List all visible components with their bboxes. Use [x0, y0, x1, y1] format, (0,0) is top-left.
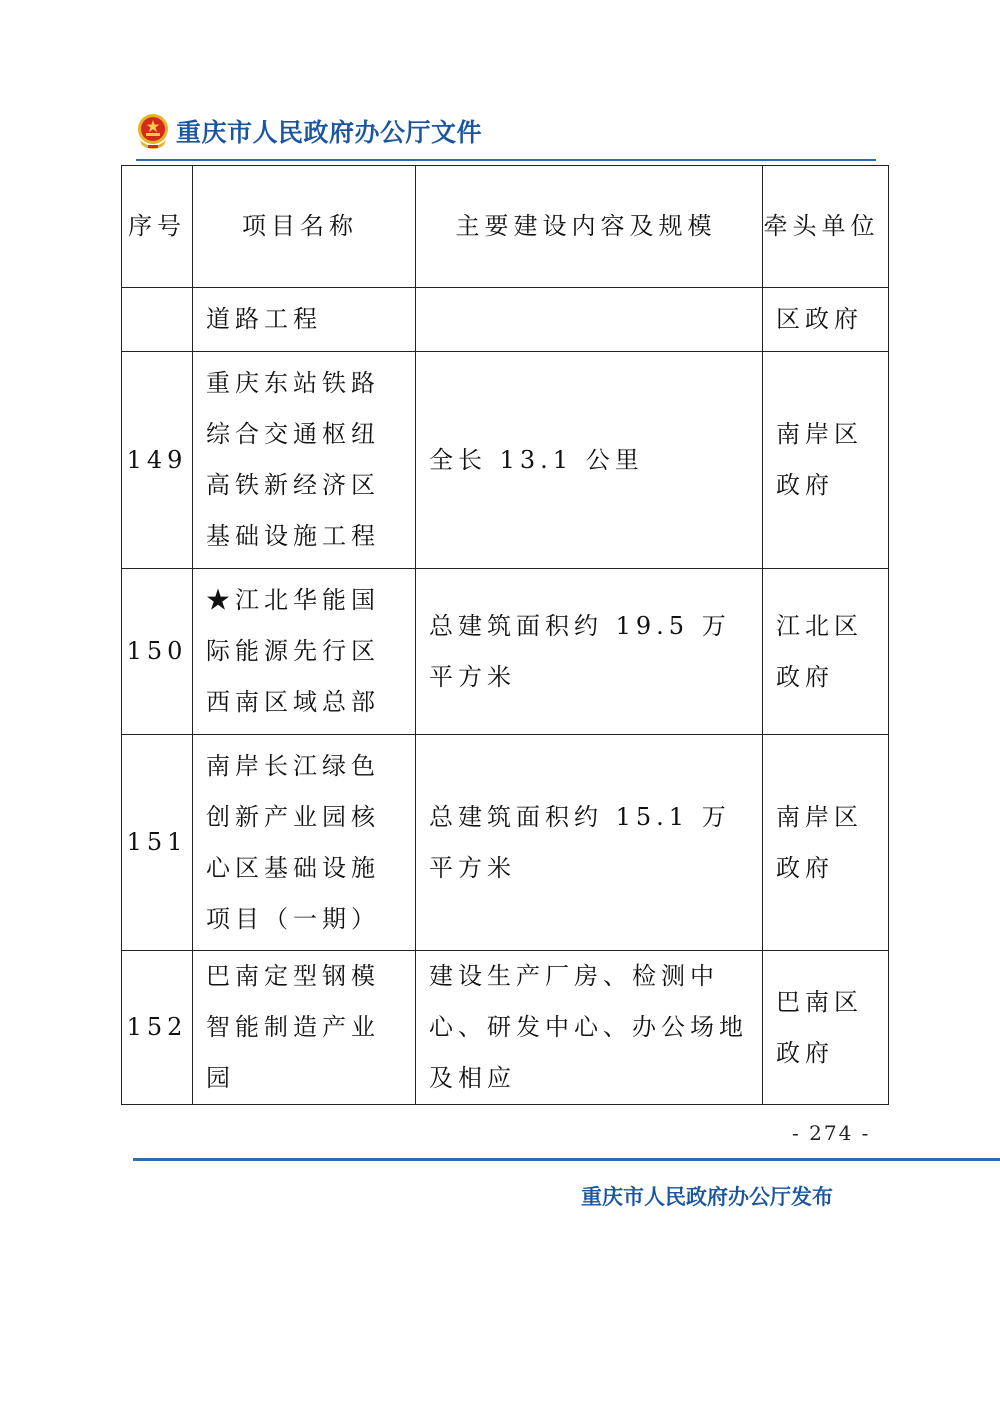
cell-lead: 区政府 [763, 288, 889, 352]
table-row [122, 288, 889, 352]
cell-content [416, 288, 763, 352]
cell-content: 建设生产厂房、检测中心、研发中心、办公场地及相应 [416, 951, 763, 1105]
cell-lead: 南岸区政府 [763, 735, 889, 951]
publisher-line: 重庆市人民政府办公厅发布 [581, 1185, 833, 1209]
cell-name: 道路工程 [193, 288, 416, 352]
cell-no [122, 288, 193, 352]
cell-content: 总建筑面积约 19.5 万平方米 [416, 569, 763, 735]
table-header-row [122, 166, 889, 288]
header-divider [136, 159, 876, 161]
cell-name: 巴南定型钢模智能制造产业园 [193, 951, 416, 1105]
cell-no: 149 [122, 352, 193, 569]
table-row [122, 352, 889, 569]
cell-content: 全长 13.1 公里 [416, 352, 763, 569]
cell-lead: 江北区政府 [763, 569, 889, 735]
cell-lead: 巴南区政府 [763, 951, 889, 1105]
page-number: - 274 - [792, 1121, 871, 1145]
header-no: 序号 [122, 166, 193, 288]
table-row [122, 951, 889, 1105]
national-emblem-icon [136, 112, 170, 150]
footer-divider [133, 1158, 1000, 1161]
cell-no: 151 [122, 735, 193, 951]
table-row [122, 735, 889, 951]
header-content: 主要建设内容及规模 [416, 166, 763, 288]
cell-content: 总建筑面积约 15.1 万平方米 [416, 735, 763, 951]
header-lead: 牵头单位 [763, 166, 889, 288]
header-name: 项目名称 [193, 166, 416, 288]
cell-no: 152 [122, 951, 193, 1105]
cell-lead: 南岸区政府 [763, 352, 889, 569]
cell-no: 150 [122, 569, 193, 735]
document-title: 重庆市人民政府办公厅文件 [176, 118, 483, 147]
cell-name: 重庆东站铁路综合交通枢纽高铁新经济区基础设施工程 [193, 352, 416, 569]
table-row [122, 569, 889, 735]
cell-name: ★江北华能国际能源先行区西南区域总部 [193, 569, 416, 735]
cell-name: 南岸长江绿色创新产业园核心区基础设施项目（一期） [193, 735, 416, 951]
project-table [121, 165, 889, 1105]
document-header [136, 112, 482, 150]
